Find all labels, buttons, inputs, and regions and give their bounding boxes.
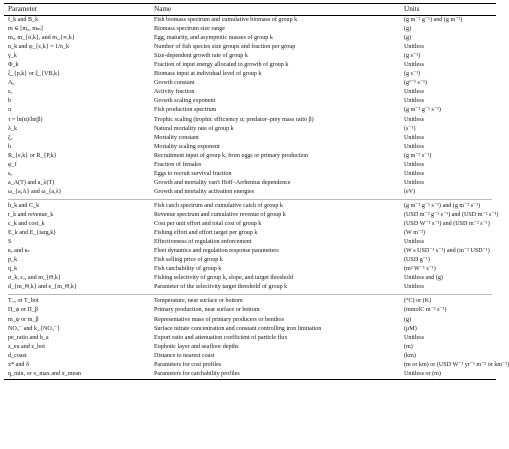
units-cell: (s⁻¹) [404, 125, 416, 132]
units-cell: (g m⁻² g⁻¹ s⁻¹) and (g m⁻² s⁻¹) [404, 202, 481, 209]
units-cell: (g m⁻² g⁻¹) and (g m⁻²) [404, 17, 463, 23]
table-row [4, 70, 496, 79]
units-cell: (m or km) or (USD W⁻¹ yr⁻¹ m⁻² or km⁻¹) [404, 361, 509, 368]
table-row [4, 297, 496, 306]
parameter-cell: S [8, 239, 12, 246]
parameter-cell: ω_{a,A} and ω_{a,λ} [8, 188, 62, 195]
name-cell: Trophic scaling (trophic efficiency α; predator–prey mass ratio β) [154, 116, 314, 123]
parameter-cell: τ = ln(α)/ln(β) [8, 116, 43, 123]
units-cell: (°C) or (K) [404, 298, 432, 305]
units-cell: Unitless [404, 284, 424, 291]
parameter-cell: γ_k [8, 53, 17, 60]
name-cell: Primary production, near surface or bottom [154, 307, 260, 314]
units-cell: (g s⁻¹) [404, 53, 421, 60]
table-row [4, 247, 496, 256]
units-cell: (eV) [404, 188, 416, 195]
table-row [4, 52, 496, 61]
units-cell: (g) [404, 26, 412, 33]
table-row [4, 229, 496, 238]
name-cell: Effectiveness of regulation enforcement [154, 239, 252, 246]
table-row [4, 97, 496, 106]
units-cell: (USD g⁻¹) [404, 257, 430, 264]
name-cell: Fish selling price of group k [154, 257, 223, 264]
table-row [4, 325, 496, 334]
name-cell: Cost per unit effort and total cost of group k [154, 221, 262, 228]
units-cell: (g¹⁻ᵇ s⁻¹) [404, 80, 427, 87]
units-cell: (g m⁻² g⁻¹ s⁻¹) [404, 107, 441, 114]
units-cell: (W m⁻²) [404, 230, 426, 237]
parameter-cell: f_k and B_k [8, 17, 39, 23]
table-row [4, 316, 496, 325]
name-cell: Growth constant [154, 80, 195, 87]
units-cell: Unitless and (g) [404, 275, 443, 282]
name-cell: Mortality scaling exponent [154, 143, 220, 150]
name-cell: Growth and mortality activation energies [154, 188, 255, 195]
parameter-cell: h [8, 143, 12, 150]
units-cell: Unitless [404, 239, 424, 246]
parameter-cell: E_k and E_{targ,k} [8, 230, 57, 237]
parameter-cell: λ_k [8, 125, 18, 132]
table-row [4, 61, 496, 70]
column-header-units: Units [404, 5, 420, 13]
units-cell: Unitless [404, 62, 424, 69]
table-row [4, 161, 496, 170]
parameter-cell: c_k and cost_k [8, 221, 45, 228]
units-cell: (USD W⁻¹ s⁻¹) and (USD m⁻² s⁻¹) [404, 221, 490, 228]
table-row [4, 106, 496, 115]
units-cell: (USD m⁻² g⁻¹ s⁻¹) and (USD m⁻² s⁻¹) [404, 211, 499, 218]
parameter-cell: a_A(T) and a_λ(T) [8, 179, 55, 186]
name-cell: Fraction of input energy allocated to growth of group k [154, 62, 289, 69]
name-cell: Fish biomass spectrum and cumulative biomass of group k [154, 17, 298, 23]
table-row [4, 34, 496, 43]
parameter-cell: z_eu and z_bot [8, 343, 45, 350]
name-cell: Mortality constant [154, 134, 199, 141]
parameter-cell: NO₃⁻ and k_{NO₃⁻} [8, 325, 61, 332]
table-row [4, 116, 496, 125]
table-row [4, 25, 496, 34]
table-row [4, 134, 496, 143]
units-cell: Unitless [404, 334, 424, 341]
units-cell: Unitless [404, 179, 424, 186]
name-cell: Euphotic layer and seafloor depths [154, 343, 239, 350]
group-separator [8, 199, 492, 200]
name-cell: Representative mass of primary producers or benthos [154, 316, 284, 323]
name-cell: Distance to nearest coast [154, 352, 215, 359]
name-cell: Fish catch spectrum and cumulative catch of group k [154, 202, 283, 209]
name-cell: Growth scaling exponent [154, 98, 216, 105]
name-cell: Fish catchability of group k [154, 266, 222, 273]
parameter-cell: A₀ [8, 80, 15, 87]
parameter-cell: ζ₁ [8, 134, 13, 141]
units-cell: Unitless [404, 134, 424, 141]
column-header-name: Name [154, 5, 172, 13]
parameter-cell: εₐ [8, 89, 13, 96]
table-row [4, 238, 496, 247]
parameter-cell: κₑ and κₛ [8, 248, 30, 255]
units-cell: (W s USD⁻¹ s⁻¹) and (m⁻² USD⁻¹) [404, 248, 490, 255]
table-row [4, 361, 509, 370]
units-cell: Unitless [404, 143, 424, 150]
units-cell: (m² W⁻¹ s⁻¹) [404, 266, 436, 273]
table-row [4, 334, 496, 343]
name-cell: Export ratio and attenuation coefficient of particle flux [154, 334, 288, 341]
name-cell: Temperature, near surface or bottom [154, 298, 243, 305]
table-row [4, 152, 496, 161]
name-cell: Number of fish species size groups and fraction per group [154, 44, 296, 51]
parameter-table [4, 3, 509, 380]
units-cell: Unitless or (m) [404, 370, 441, 377]
parameter-cell: mₑ, m_{σ,k}, and m_{∞,k} [8, 35, 75, 42]
units-cell: (mmolC m⁻² s⁻¹) [404, 307, 447, 314]
name-cell: Activity fraction [154, 89, 195, 96]
table-row [4, 143, 496, 152]
units-cell: (μM) [404, 325, 417, 332]
parameter-cell: ξ_{p,k} or ξ_{VB,k} [8, 71, 61, 78]
parameter-cell: Π_ψ or Π_β [8, 307, 38, 314]
units-cell: Unitless [404, 44, 424, 51]
parameter-cell: T₇₅ or T_bot [8, 298, 39, 305]
parameter-cell: m_ψ or m_β [8, 316, 39, 323]
name-cell: Natural mortality rate of group k [154, 125, 234, 132]
units-cell: (g) [404, 35, 412, 42]
units-cell: (g m⁻² s⁻¹) [404, 152, 432, 159]
parameter-cell: n_k and φ_{c,k} = 1/n_k [8, 44, 70, 51]
table-row [4, 202, 496, 211]
name-cell: Recruitment input of group k, from eggs or primary production [154, 152, 309, 159]
table-row [4, 88, 496, 97]
parameter-cell: b [8, 98, 12, 105]
table-row [4, 352, 496, 361]
units-cell: (g) [404, 316, 412, 323]
name-cell: Fish production spectrum [154, 107, 217, 114]
units-cell: (m) [404, 343, 413, 350]
table-row [4, 265, 496, 274]
table-row [4, 220, 496, 229]
name-cell: Biomass input at individual level of group k [154, 71, 262, 78]
units-cell: (km) [404, 352, 416, 359]
units-cell: Unitless [404, 89, 424, 96]
name-cell: Parameter of the selectivity target threshold of group k [154, 284, 288, 291]
name-cell: Parameters for cost profiles [154, 361, 222, 368]
parameter-cell: p_k [8, 257, 18, 264]
column-header-parameter: Parameter [8, 5, 38, 13]
table-row [4, 170, 496, 179]
table-row [4, 274, 496, 283]
parameter-cell: pe_ratio and b_a [8, 334, 49, 341]
parameter-cell: σ_k, cₒ, and m_{Θ,k} [8, 275, 61, 282]
table-row [4, 43, 496, 52]
name-cell: Biomass spectrum size range [154, 26, 225, 33]
parameter-cell: d_coast [8, 352, 27, 359]
parameter-cell: m ∈ [m₀, mₘ] [8, 26, 43, 33]
parameter-cell: Φ_k [8, 62, 19, 69]
name-cell: Fleet dynamics and regulation response parameters [154, 248, 279, 255]
name-cell: Revenue spectrum and cumulative revenue of group k [154, 211, 286, 218]
parameter-cell: h_k and C_k [8, 202, 40, 209]
parameter-cell: q_min, or x_max and x_mean [8, 370, 81, 377]
table-row [4, 306, 496, 315]
table-row [4, 16, 496, 25]
table-row [4, 179, 496, 188]
parameter-cell: φ_f [8, 161, 17, 168]
parameter-cell: d_{m_Θ,k} and e_{m_Θ,k} [8, 284, 77, 291]
table-row [4, 125, 496, 134]
table-row [4, 256, 496, 265]
name-cell: Eggs to recruit survival fraction [154, 170, 232, 177]
parameter-cell: r_k and revenue_k [8, 211, 54, 218]
units-cell: Unitless [404, 161, 424, 168]
parameter-cell: sₑ [8, 170, 12, 177]
name-cell: Fraction of females [154, 161, 202, 168]
table-row [4, 211, 499, 220]
units-cell: Unitless [404, 116, 424, 123]
table-row [4, 283, 496, 292]
name-cell: Growth and mortality van't Hoff–Arrhenius dependence [154, 179, 291, 186]
table-row [4, 79, 496, 88]
table-row [4, 343, 496, 352]
parameter-cell: x* and δ [8, 361, 29, 368]
units-cell: Unitless [404, 170, 424, 177]
table-row [4, 188, 496, 197]
name-cell: Fishing selectivity of group k, slope, and target threshold [154, 275, 294, 282]
name-cell: Egg, maturity, and asymptotic masses of group k [154, 35, 273, 42]
units-cell: (g s⁻¹) [404, 71, 421, 78]
name-cell: Size-dependent growth rate of group k [154, 53, 248, 60]
parameter-cell: π [8, 107, 12, 114]
name-cell: Surface nitrate concentration and constant controlling iron limitation [154, 325, 322, 332]
name-cell: Parameters for catchability profiles [154, 370, 240, 377]
units-cell: Unitless [404, 98, 424, 105]
parameter-cell: R_{e,k} or R_{P,k} [8, 152, 57, 159]
name-cell: Fishing effort and effort target per group k [154, 230, 258, 237]
group-separator [8, 294, 492, 295]
table-row [4, 370, 496, 379]
table-body [4, 16, 509, 379]
table-header-row [4, 4, 496, 16]
parameter-cell: q_k [8, 266, 18, 273]
